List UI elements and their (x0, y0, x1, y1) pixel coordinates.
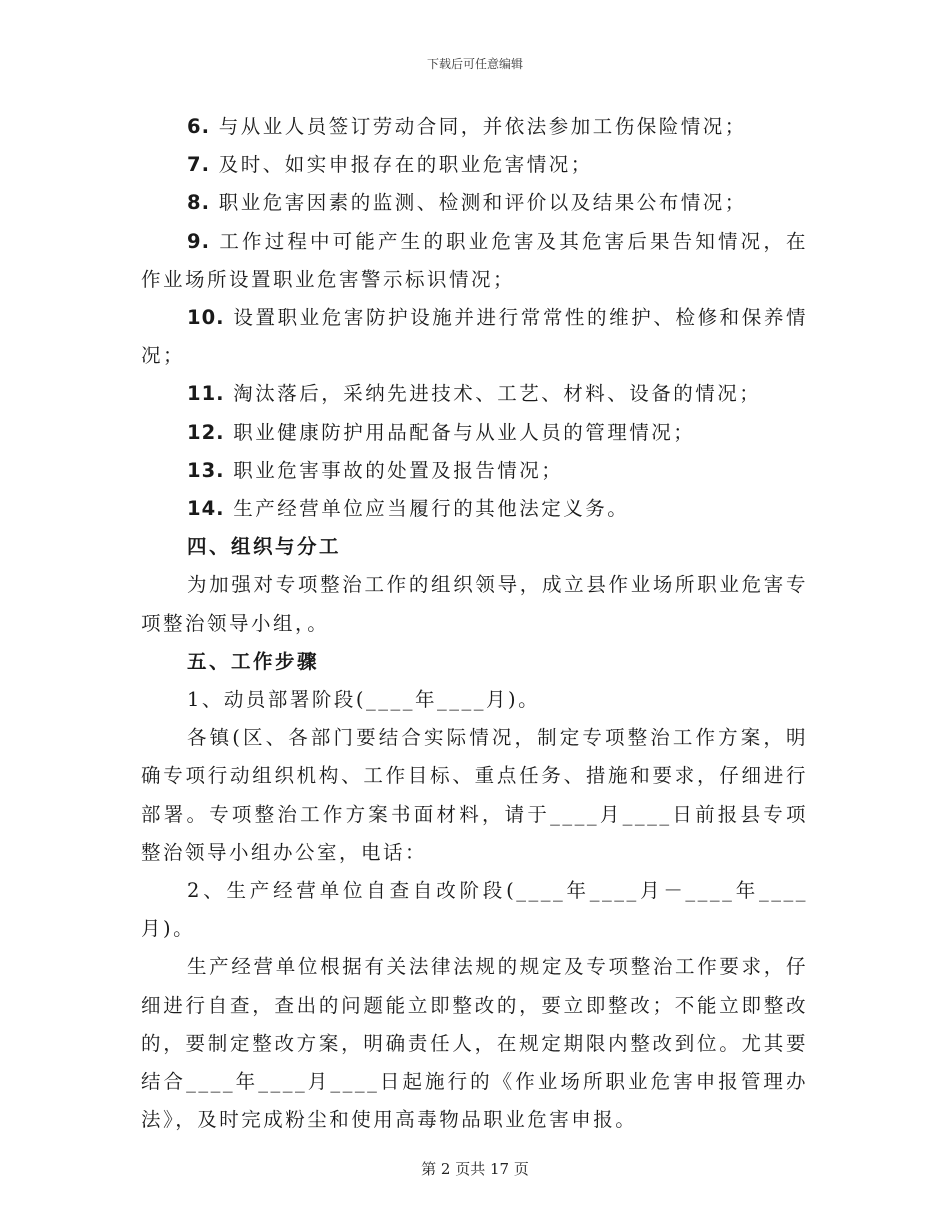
step-2-title: 2、生产经营单位自查自改阶段(____年____月－____年____月)。 (141, 879, 808, 941)
item-text: 淘汰落后，采纳先进技术、工艺、材料、设备的情况； (233, 382, 762, 406)
step-2-paragraph: 生产经营单位根据有关法律法规的规定及专项整治工作要求，仔细进行自查，查出的问题能立即整改的，要立即整改；不能立即整改的，要制定整改方案，明确责任人，在规定期限内整改到位。尤其要结合____年____月____日起施行的《作业场所职业危害申报管理办法》，及时完成粉尘和使用高毒物品职业危害申报。 (141, 955, 808, 1132)
item-number: 14. (187, 497, 225, 521)
step-1-paragraph: 各镇(区、各部门要结合实际情况，制定专项整治工作方案，明确专项行动组织机构、工作目标、重点任务、措施和要求，仔细进行部署。专项整治工作方案书面材料，请于____月____日前报县专项整治领导小组办公室，电话： (141, 726, 808, 864)
list-item (141, 299, 808, 375)
item-number: 10. (187, 306, 225, 330)
list-item (141, 375, 808, 413)
page-footer: 第 2 页共 17 页 (421, 1160, 529, 1178)
step-1-title: 1、动员部署阶段(____年____月)。 (187, 688, 541, 712)
list-item (141, 490, 808, 528)
list-item (141, 414, 808, 452)
list-item (141, 146, 808, 184)
list-item (141, 108, 808, 146)
item-text: 职业健康防护用品配备与从业人员的管理情况； (233, 420, 696, 444)
item-number: 8. (187, 191, 210, 215)
item-number: 12. (187, 420, 225, 444)
item-number: 13. (187, 458, 225, 482)
item-text: 与从业人员签订劳动合同，并依法参加工伤保险情况； (218, 115, 747, 138)
page-header: 下载后可任意编辑 (426, 57, 523, 71)
item-text: 生产经营单位应当履行的其他法定义务。 (233, 497, 630, 521)
document-body (141, 108, 808, 1139)
section-heading-organization: 四、组织与分工 (187, 535, 342, 559)
item-number: 6. (187, 115, 210, 138)
item-text: 工作过程中可能产生的职业危害及其危害后果告知情况，在作业场所设置职业危害警示标识情况； (141, 229, 808, 291)
list-item (141, 184, 808, 222)
item-number: 11. (187, 382, 225, 406)
list-item (141, 223, 808, 299)
item-text: 职业危害因素的监测、检测和评价以及结果公布情况； (218, 191, 747, 215)
item-number: 7. (187, 153, 210, 177)
item-text: 设置职业危害防护设施并进行常常性的维护、检修和保养情况； (141, 306, 808, 368)
item-text: 职业危害事故的处置及报告情况； (233, 458, 564, 482)
item-number: 9. (187, 229, 210, 253)
section-paragraph-organization: 为加强对专项整治工作的组织领导，成立县作业场所职业危害专项整治领导小组，。 (141, 573, 808, 635)
item-text: 及时、如实申报存在的职业危害情况； (218, 153, 593, 177)
section-heading-steps: 五、工作步骤 (187, 649, 320, 673)
list-item (141, 452, 808, 490)
